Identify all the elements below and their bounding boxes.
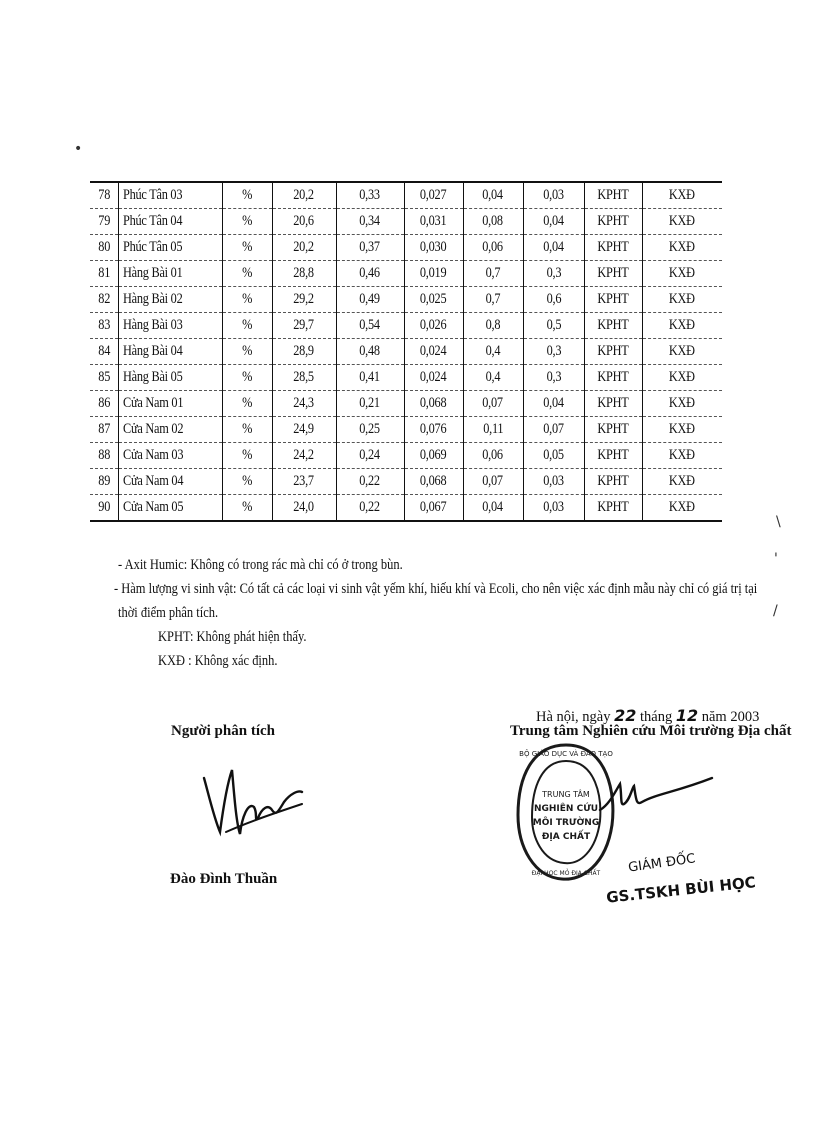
cell-sample-name: Cửa Nam 01: [118, 391, 222, 417]
cell-unit: %: [222, 417, 272, 443]
organization-name: Trung tâm Nghiên cứu Môi trường Địa chất: [510, 723, 792, 739]
cell-sample-name: Cửa Nam 04: [118, 469, 222, 495]
cell-value-2: 0,24: [336, 443, 404, 469]
cell-unit: %: [222, 443, 272, 469]
cell-value-1: 20,6: [272, 209, 336, 235]
note-kxd: KXĐ : Không xác định.: [158, 653, 278, 669]
cell-value-5: 0,07: [523, 417, 584, 443]
cell-value-4: 0,06: [463, 235, 523, 261]
date-month: 12: [675, 706, 699, 725]
cell-microbe-result: KPHT: [584, 235, 642, 261]
cell-value-1: 24,2: [272, 443, 336, 469]
cell-microbe-result: KPHT: [584, 182, 642, 209]
note-kpht: KPHT: Không phát hiện thấy.: [158, 629, 307, 645]
cell-value-1: 28,5: [272, 365, 336, 391]
director-title: GIÁM ĐỐC: [627, 851, 697, 876]
cell-value-3: 0,067: [404, 495, 463, 522]
cell-value-3: 0,027: [404, 182, 463, 209]
cell-sample-name: Hàng Bài 04: [118, 339, 222, 365]
cell-unit: %: [222, 209, 272, 235]
analyst-title: Người phân tích: [171, 723, 275, 739]
svg-text:TRUNG TÂM: TRUNG TÂM: [542, 790, 590, 799]
cell-microbe-result: KPHT: [584, 365, 642, 391]
cell-sample-name: Hàng Bài 03: [118, 313, 222, 339]
date-day: 22: [614, 706, 637, 725]
margin-mark: ': [774, 551, 778, 567]
cell-value-4: 0,04: [463, 182, 523, 209]
cell-value-1: 29,7: [272, 313, 336, 339]
table-row: [90, 443, 722, 469]
cell-sample-name: Phúc Tân 04: [118, 209, 222, 235]
cell-value-5: 0,05: [523, 443, 584, 469]
svg-text:ĐẠI HỌC MỎ ĐỊA CHẤT: ĐẠI HỌC MỎ ĐỊA CHẤT: [531, 870, 601, 877]
cell-value-1: 28,9: [272, 339, 336, 365]
svg-text:ĐỊA CHẤT: ĐỊA CHẤT: [541, 832, 591, 842]
cell-value-3: 0,024: [404, 339, 463, 365]
cell-value-3: 0,026: [404, 313, 463, 339]
cell-row-number: 84: [90, 339, 118, 365]
notes: [114, 553, 758, 673]
results-table: [90, 181, 722, 522]
date-line: Hà nội, ngày 22 tháng 12 năm 2003: [536, 706, 760, 725]
cell-value-1: 20,2: [272, 235, 336, 261]
cell-humic-result: KXĐ: [642, 182, 722, 209]
cell-microbe-result: KPHT: [584, 443, 642, 469]
cell-value-2: 0,22: [336, 495, 404, 522]
cell-value-3: 0,024: [404, 365, 463, 391]
cell-row-number: 86: [90, 391, 118, 417]
cell-humic-result: KXĐ: [642, 417, 722, 443]
cell-humic-result: KXĐ: [642, 209, 722, 235]
table-row: [90, 417, 722, 443]
cell-humic-result: KXĐ: [642, 339, 722, 365]
cell-value-4: 0,06: [463, 443, 523, 469]
cell-microbe-result: KPHT: [584, 469, 642, 495]
cell-value-2: 0,25: [336, 417, 404, 443]
margin-mark: \: [776, 514, 781, 530]
cell-value-3: 0,069: [404, 443, 463, 469]
table-row: [90, 365, 722, 391]
table-row: [90, 469, 722, 495]
cell-microbe-result: KPHT: [584, 313, 642, 339]
cell-unit: %: [222, 339, 272, 365]
director-name: GS.TSKH BÙI HỌC: [605, 873, 757, 907]
cell-row-number: 88: [90, 443, 118, 469]
cell-row-number: 79: [90, 209, 118, 235]
cell-microbe-result: KPHT: [584, 339, 642, 365]
cell-humic-result: KXĐ: [642, 235, 722, 261]
cell-sample-name: Hàng Bài 05: [118, 365, 222, 391]
cell-unit: %: [222, 287, 272, 313]
cell-value-4: 0,7: [463, 287, 523, 313]
table-row: [90, 287, 722, 313]
cell-value-2: 0,54: [336, 313, 404, 339]
cell-sample-name: Hàng Bài 02: [118, 287, 222, 313]
cell-value-5: 0,3: [523, 365, 584, 391]
scan-speck: •: [74, 141, 83, 157]
table-row: [90, 235, 722, 261]
cell-value-4: 0,7: [463, 261, 523, 287]
cell-value-5: 0,5: [523, 313, 584, 339]
cell-unit: %: [222, 469, 272, 495]
svg-text:NGHIÊN CỨU: NGHIÊN CỨU: [533, 804, 599, 814]
table-row: [90, 339, 722, 365]
cell-sample-name: Phúc Tân 03: [118, 182, 222, 209]
cell-humic-result: KXĐ: [642, 495, 722, 522]
cell-value-3: 0,068: [404, 469, 463, 495]
note-microbes-cont: thời điểm phân tích.: [118, 605, 219, 621]
cell-value-5: 0,04: [523, 391, 584, 417]
cell-value-2: 0,49: [336, 287, 404, 313]
cell-sample-name: Cửa Nam 05: [118, 495, 222, 522]
cell-microbe-result: KPHT: [584, 495, 642, 522]
note-microbes: - Hàm lượng vi sinh vật: Có tất cả các loại vi sinh vật yếm khí, hiếu khí và Ecoli, cho nên việc xác định mẫu này chỉ có giá trị tại: [114, 581, 758, 597]
cell-value-5: 0,6: [523, 287, 584, 313]
cell-microbe-result: KPHT: [584, 417, 642, 443]
cell-value-2: 0,37: [336, 235, 404, 261]
cell-sample-name: Hàng Bài 01: [118, 261, 222, 287]
cell-humic-result: KXĐ: [642, 365, 722, 391]
cell-value-3: 0,076: [404, 417, 463, 443]
cell-row-number: 81: [90, 261, 118, 287]
cell-sample-name: Cửa Nam 02: [118, 417, 222, 443]
cell-row-number: 78: [90, 182, 118, 209]
cell-value-1: 20,2: [272, 182, 336, 209]
cell-microbe-result: KPHT: [584, 209, 642, 235]
svg-text:BỘ GIÁO DỤC VÀ ĐÀO TẠO: BỘ GIÁO DỤC VÀ ĐÀO TẠO: [519, 750, 613, 758]
cell-value-2: 0,48: [336, 339, 404, 365]
cell-value-3: 0,025: [404, 287, 463, 313]
director-signature: [596, 770, 716, 830]
analyst-signature: [198, 762, 308, 850]
cell-sample-name: Cửa Nam 03: [118, 443, 222, 469]
cell-unit: %: [222, 261, 272, 287]
analyst-name: Đào Đình Thuần: [170, 871, 278, 887]
cell-microbe-result: KPHT: [584, 261, 642, 287]
table-row: [90, 209, 722, 235]
cell-value-5: 0,03: [523, 182, 584, 209]
cell-value-5: 0,03: [523, 469, 584, 495]
cell-value-2: 0,33: [336, 182, 404, 209]
cell-value-4: 0,04: [463, 495, 523, 522]
cell-value-4: 0,8: [463, 313, 523, 339]
table-row: [90, 313, 722, 339]
results-table-body: [90, 182, 722, 521]
cell-value-1: 29,2: [272, 287, 336, 313]
cell-row-number: 83: [90, 313, 118, 339]
cell-value-2: 0,41: [336, 365, 404, 391]
cell-humic-result: KXĐ: [642, 313, 722, 339]
table-row: [90, 261, 722, 287]
cell-value-5: 0,03: [523, 495, 584, 522]
cell-row-number: 89: [90, 469, 118, 495]
cell-sample-name: Phúc Tân 05: [118, 235, 222, 261]
cell-unit: %: [222, 182, 272, 209]
cell-unit: %: [222, 313, 272, 339]
cell-value-5: 0,04: [523, 235, 584, 261]
table-row: [90, 495, 722, 522]
cell-humic-result: KXĐ: [642, 443, 722, 469]
cell-value-1: 24,0: [272, 495, 336, 522]
cell-value-3: 0,031: [404, 209, 463, 235]
cell-humic-result: KXĐ: [642, 469, 722, 495]
cell-value-3: 0,068: [404, 391, 463, 417]
cell-humic-result: KXĐ: [642, 287, 722, 313]
cell-value-2: 0,22: [336, 469, 404, 495]
cell-humic-result: KXĐ: [642, 391, 722, 417]
cell-row-number: 82: [90, 287, 118, 313]
cell-value-1: 28,8: [272, 261, 336, 287]
cell-value-5: 0,3: [523, 261, 584, 287]
cell-value-2: 0,21: [336, 391, 404, 417]
cell-unit: %: [222, 391, 272, 417]
svg-text:MÔI TRƯỜNG: MÔI TRƯỜNG: [532, 818, 600, 828]
cell-row-number: 85: [90, 365, 118, 391]
cell-unit: %: [222, 365, 272, 391]
cell-value-4: 0,4: [463, 365, 523, 391]
cell-unit: %: [222, 495, 272, 522]
table-row: [90, 182, 722, 209]
table-row: [90, 391, 722, 417]
cell-value-2: 0,46: [336, 261, 404, 287]
cell-value-1: 24,3: [272, 391, 336, 417]
cell-value-4: 0,07: [463, 391, 523, 417]
cell-value-1: 24,9: [272, 417, 336, 443]
cell-row-number: 90: [90, 495, 118, 522]
cell-unit: %: [222, 235, 272, 261]
cell-value-4: 0,11: [463, 417, 523, 443]
margin-mark: /: [773, 603, 778, 619]
cell-value-4: 0,4: [463, 339, 523, 365]
cell-microbe-result: KPHT: [584, 287, 642, 313]
note-humic: - Axit Humic: Không có trong rác mà chỉ có ở trong bùn.: [118, 557, 403, 573]
cell-row-number: 80: [90, 235, 118, 261]
cell-row-number: 87: [90, 417, 118, 443]
cell-value-4: 0,08: [463, 209, 523, 235]
cell-value-5: 0,04: [523, 209, 584, 235]
cell-value-3: 0,030: [404, 235, 463, 261]
cell-value-2: 0,34: [336, 209, 404, 235]
cell-value-4: 0,07: [463, 469, 523, 495]
cell-microbe-result: KPHT: [584, 391, 642, 417]
cell-value-3: 0,019: [404, 261, 463, 287]
cell-humic-result: KXĐ: [642, 261, 722, 287]
cell-value-1: 23,7: [272, 469, 336, 495]
cell-value-5: 0,3: [523, 339, 584, 365]
